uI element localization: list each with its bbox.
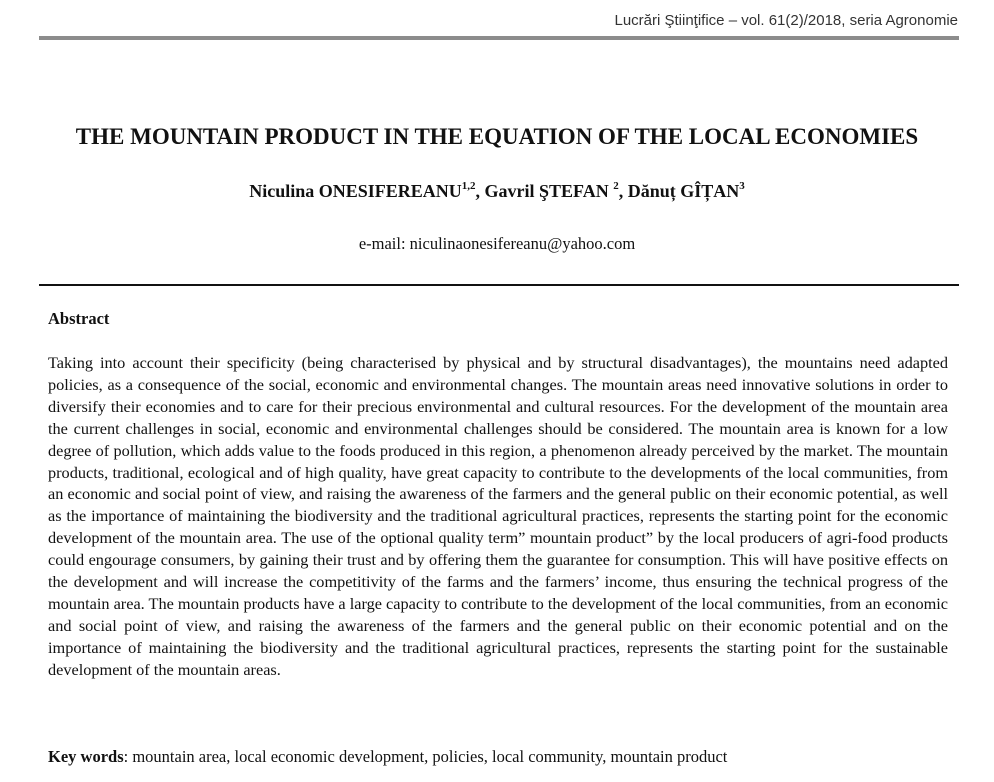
keywords-label: Key words: [48, 747, 124, 766]
author-name: Niculina ONESIFEREANU: [249, 181, 462, 201]
contact-email: e-mail: niculinaonesifereanu@yahoo.com: [358, 234, 636, 253]
keywords-text: : mountain area, local economic development, policies, local community, mountain product: [123, 747, 728, 766]
author-name: Gavril ŞTEFAN: [484, 181, 614, 201]
abstract-body: Taking into account their specificity (being characterised by physical and by structural disadvantages), the mountains need adapted policies, as a consequence of the social, economic and environmental changes. The mountain areas need innovative solutions in order to diversify their economies and to care for their precious environmental and cultural resources. For the development of the mountain area the current challenges in social, economic and environmental challenges should be considered. The mountain area is known for a low degree of pollution, which adds value to the foods produced in this region, a phenomenon already perceived by the market. The mountain products, traditional, ecological and of high quality, have great capacity to contribute to the developments of the local communities, from an economic and social point of view, and raising the awareness of the farmers and the general public on their economic potential, as well as the importance of maintaining the biodiversity and the traditional agricultural practices, represents the starting point for the economic development of the mountain area. The use of the optional quality term” mountain product” by the local producers of agri-food products could engourage consumers, by gaining their trust and by offering them the guarantee for consumption. This will have positive effects on the development and will increase the competitivity of the farms and the farmers’ income, thus ensuring the technical progress of the mountain area. The mountain products have a large capacity to contribute to the development of the local communities, from an economic and social point of view, and raising the awareness of the farmers and the general public on their economic potential and on the importance of maintaining the biodiversity and the traditional agricultural practices, represents the starting point for the sustainable development of the mountain areas.: [48, 353, 948, 679]
author-affiliation: 2: [613, 180, 619, 192]
author-separator: ,: [618, 181, 628, 201]
paper-title: THE MOUNTAIN PRODUCT IN THE EQUATION OF THE LOCAL ECONOMIES: [75, 124, 919, 149]
section-rule: [39, 284, 959, 286]
author-separator: ,: [475, 181, 485, 201]
keywords: [48, 747, 948, 767]
author-name: Dănuț GÎȚAN: [627, 181, 740, 201]
author-list: [0, 181, 994, 202]
top-rule: [39, 36, 959, 40]
running-head: Lucrări Ştiinţifice – vol. 61(2)/2018, seria Agronomie: [614, 12, 958, 29]
abstract-heading: Abstract: [48, 309, 110, 328]
author-affiliation: 3: [739, 180, 745, 192]
author-affiliation: 1,2: [461, 180, 476, 192]
